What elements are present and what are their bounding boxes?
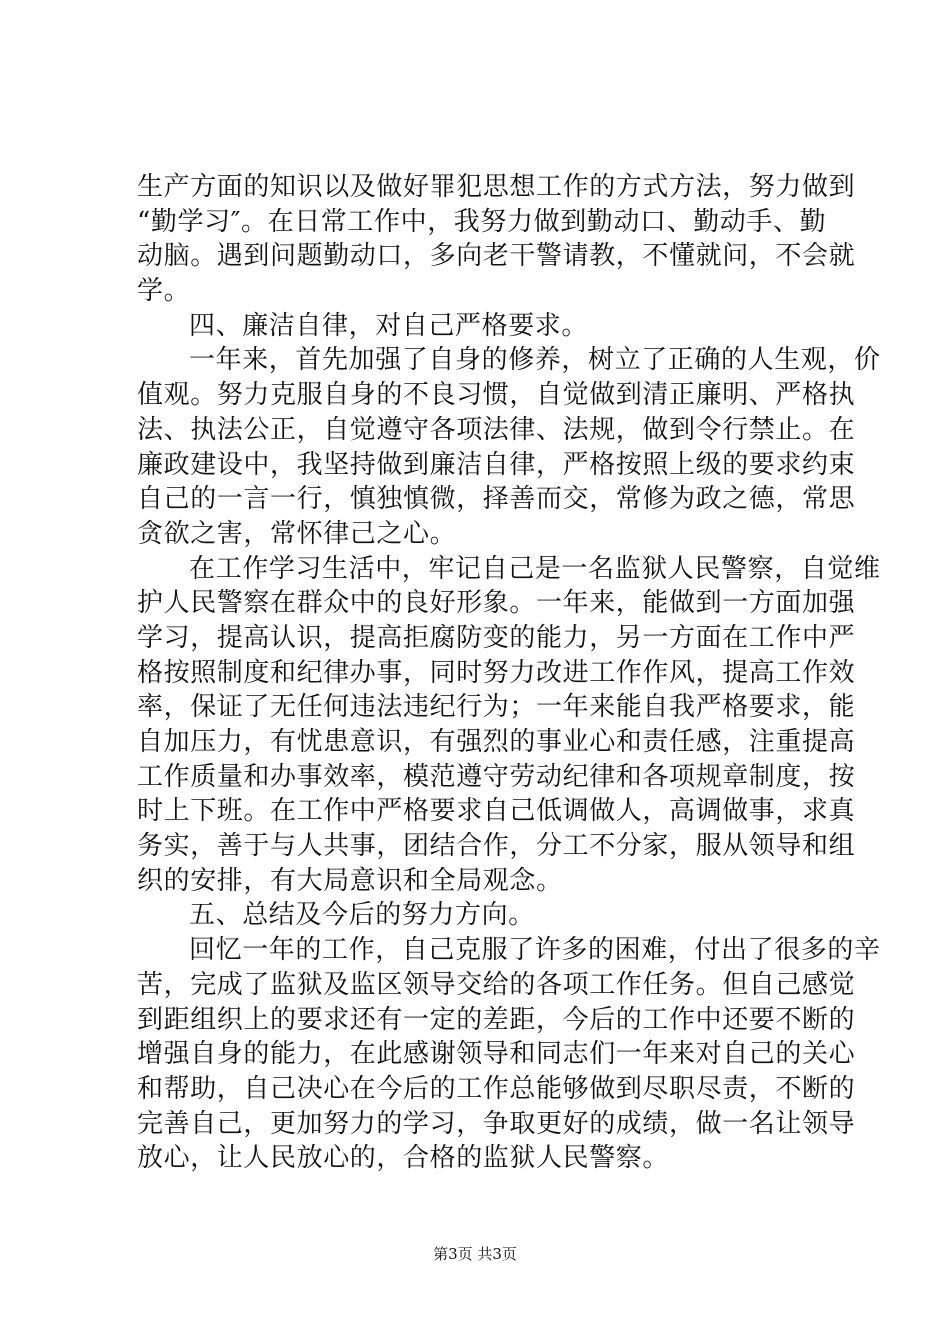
text-line: 放心，让人民放心的，合格的监狱人民警察。 <box>137 1143 670 1174</box>
text-line: 务实，善于与人共事，团结合作，分工不分家，服从领导和组 <box>137 831 856 862</box>
text-line: 生产方面的知识以及做好罪犯思想工作的方式方法，努力做到 <box>137 172 856 202</box>
text-line: 回忆一年的工作，自己克服了许多的困难，付出了很多的辛 <box>189 935 881 966</box>
text-line: 格按照制度和纪律办事，同时努力改进工作作风，提高工作效 <box>137 657 856 688</box>
text-line: “勤学习″。在日常工作中，我努力做到勤动口、勤动手、勤 <box>137 206 827 237</box>
text-line: 自己的一言一行，慎独慎微，择善而交，常修为政之德，常思 <box>137 484 856 515</box>
text-line: 增强自身的能力，在此感谢领导和同志们一年来对自己的关心 <box>137 1039 856 1070</box>
text-line: 一年来，首先加强了自身的修养，树立了正确的人生观，价 <box>189 345 881 376</box>
text-line: 完善自己，更加努力的学习，争取更好的成绩，做一名让领导 <box>137 1108 856 1139</box>
text-line: 时上下班。在工作中严格要求自己低调做人，高调做事，求真 <box>137 796 856 827</box>
document-body <box>137 170 881 1176</box>
text-line: 护人民警察在群众中的良好形象。一年来，能做到一方面加强 <box>137 588 856 619</box>
text-line: 和帮助，自己决心在今后的工作总能够做到尽职尽责，不断的 <box>137 1073 856 1104</box>
page-number-footer: 第3页 共3页 <box>433 1245 517 1263</box>
text-line: 织的安排，有大局意识和全局观念。 <box>137 865 563 896</box>
text-line: 在工作学习生活中，牢记自己是一名监狱人民警察，自觉维 <box>189 553 881 584</box>
text-line: 苦，完成了监狱及监区领导交给的各项工作任务。但自己感觉 <box>137 969 856 1000</box>
text-line: 法、执法公正，自觉遵守各项法律、法规，做到令行禁止。在 <box>137 414 856 445</box>
section-heading: 五、总结及今后的努力方向。 <box>189 900 535 931</box>
text-line: 学。 <box>137 276 191 307</box>
text-line: 工作质量和办事效率，模范遵守劳动纪律和各项规章制度，按 <box>137 761 856 792</box>
text-line: 到距组织上的要求还有一定的差距，今后的工作中还要不断的 <box>137 1004 856 1035</box>
text-line: 值观。努力克服自身的不良习惯，自觉做到清正廉明、严格执 <box>137 380 856 411</box>
section-heading: 四、廉洁自律，对自己严格要求。 <box>189 310 589 341</box>
text-line: 动脑。遇到问题勤动口，多向老干警请教，不懂就问，不会就 <box>137 241 856 272</box>
text-line: 贪欲之害，常怀律己之心。 <box>137 518 457 549</box>
text-line: 率，保证了无任何违法违纪行为；一年来能自我严格要求，能 <box>137 692 856 723</box>
text-line: 自加压力，有忧患意识，有强烈的事业心和责任感，注重提高 <box>137 727 856 757</box>
text-line: 学习，提高认识，提高拒腐防变的能力，另一方面在工作中严 <box>137 622 856 653</box>
text-line: 廉政建设中，我坚持做到廉洁自律，严格按照上级的要求约束 <box>137 449 856 480</box>
